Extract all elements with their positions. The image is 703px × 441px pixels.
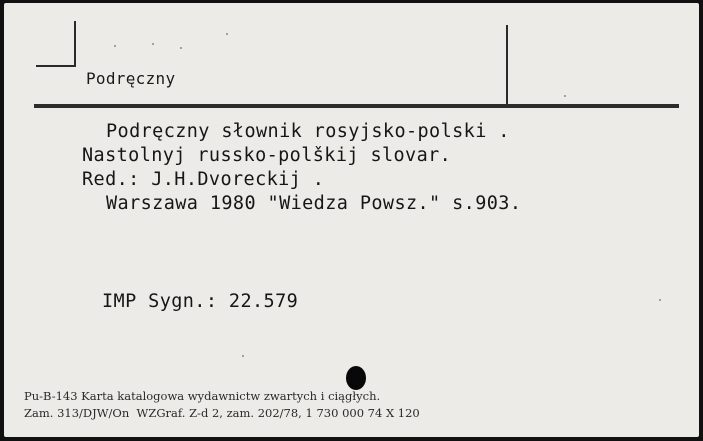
paper-speck	[114, 45, 116, 47]
card-heading: Podręczny	[86, 69, 176, 88]
paper-speck	[152, 43, 154, 45]
punch-hole	[346, 366, 366, 390]
entry-editor-line: Red.: J.H.Dvoreckij .	[82, 169, 325, 190]
corner-mark-horizontal	[36, 65, 76, 67]
paper-speck	[242, 355, 244, 357]
catalog-card	[4, 3, 699, 437]
corner-mark-vertical	[74, 21, 76, 67]
paper-speck	[180, 47, 182, 49]
entry-translit-line: Nastolnyj russko-polškij slovar.	[82, 145, 452, 166]
entry-imprint-line: Warszawa 1980 "Wiedza Powsz." s.903.	[106, 193, 522, 214]
header-rule	[34, 104, 679, 108]
shelfmark: IMP Sygn.: 22.579	[102, 291, 299, 312]
header-divider-vertical	[506, 25, 508, 105]
entry-title-line: Podręczny słownik rosyjsko-polski .	[106, 121, 510, 142]
footer-line-print: Zam. 313/DJW/On WZGraf. Z-d 2, zam. 202/78, 1 730 000 74 X 120	[24, 406, 420, 420]
footer-line-form: Pu-B-143 Karta katalogowa wydawnictw zwartych i ciągłych.	[24, 389, 381, 403]
paper-speck	[226, 33, 228, 35]
paper-speck	[659, 299, 661, 301]
paper-speck	[564, 95, 566, 97]
